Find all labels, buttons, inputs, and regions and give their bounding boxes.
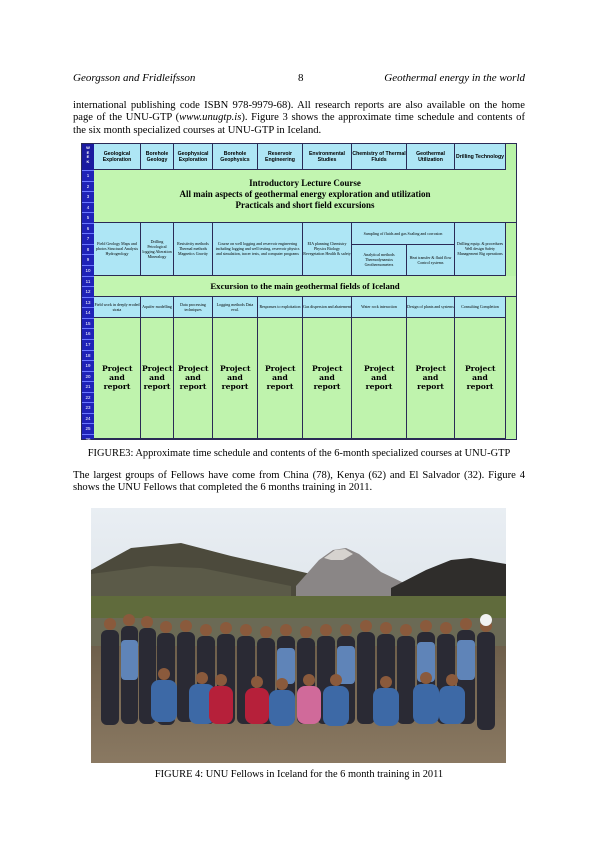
schedule-cell: [303, 223, 352, 276]
cell-text: EIA planning Chemistry Physics Biology Revegetation Health & safety: [303, 241, 351, 257]
schedule-cell: [352, 245, 407, 276]
week-number: 1: [82, 170, 94, 181]
cell-text: Drilling equip. & procedures Well design Safety Management Rig operations: [456, 241, 504, 257]
schedule-cell: [352, 223, 455, 245]
week-number: 21: [82, 381, 94, 392]
group-photo-image: [91, 508, 506, 763]
cell-text: Aquifer modelling: [142, 304, 172, 310]
group-photo: [91, 508, 506, 763]
header-title: Geothermal energy in the world: [384, 72, 525, 84]
project-cell: [407, 318, 455, 439]
cell-text: Design of plants and systems: [407, 304, 454, 310]
week-number: 11: [82, 276, 94, 287]
column-header: Reservoir Engineering: [258, 144, 303, 170]
project-text: Project and report: [220, 364, 251, 392]
project-text: Project and report: [415, 364, 446, 392]
week-number: 26: [82, 434, 94, 445]
para2-line1: The largest groups of Fellows have come from China (78), Kenya (62) and El Salvador (32). Figure 4: [73, 470, 525, 481]
para2-line2: shows the UNU Fellows that completed the 6 months training in 2011.: [73, 482, 373, 494]
week-letter: E: [86, 149, 90, 155]
week-letter: E: [86, 154, 90, 160]
project-cell: [174, 318, 213, 439]
week-number: 19: [82, 360, 94, 371]
schedule-cell: [455, 223, 506, 276]
schedule-cell: [141, 297, 174, 318]
week-number: 6: [82, 223, 94, 234]
week-header: [82, 144, 94, 170]
project-cell: [303, 318, 352, 439]
project-cell: [141, 318, 174, 439]
week-number: 3: [82, 191, 94, 202]
cell-text: Field work in deeply eroded strata: [94, 301, 140, 312]
week-number: 18: [82, 350, 94, 361]
schedule-cell: [407, 297, 455, 318]
project-text: Project and report: [364, 364, 395, 392]
intro-paragraph: [73, 100, 525, 137]
para1-line2a: page of the UNU-GTP (: [73, 112, 180, 124]
schedule-cell: [303, 297, 352, 318]
para1-line2b: ). Figure 3 shows the approximate time schedule and contents: [241, 112, 513, 124]
column-header: Borehole Geophysics: [213, 144, 258, 170]
cell-text: Drilling Petrological logging Alteration Mineralogy: [142, 238, 172, 259]
week-number: 8: [82, 244, 94, 255]
project-cell: [94, 318, 141, 439]
week-number: 16: [82, 328, 94, 339]
page-header: [73, 72, 525, 86]
cell-text: Data processing techniques: [180, 301, 206, 312]
project-cell: [455, 318, 506, 439]
cell-text: Field Geology Maps and photos Structural Analysis Hydrogeology: [95, 241, 139, 257]
page-number: 8: [298, 72, 304, 84]
para1-line1: international publishing code ISBN 978-9979-68). All research reports are also available on the home: [73, 100, 525, 111]
schedule-cell: [174, 297, 213, 318]
week-number: 9: [82, 254, 94, 265]
week-number: 10: [82, 265, 94, 276]
header-authors: Georgsson and Fridleifsson: [73, 72, 196, 84]
week-number: 2: [82, 181, 94, 192]
cell-text: Gas dispersion and abatement: [303, 304, 351, 310]
project-text: Project and report: [102, 364, 133, 392]
project-text: Project and report: [142, 364, 173, 392]
project-text: Project and report: [178, 364, 209, 392]
fellows-paragraph: [73, 470, 525, 495]
cell-text: Consulting Completion: [461, 304, 499, 310]
week-number: 7: [82, 233, 94, 244]
project-text: Project and report: [465, 364, 496, 392]
project-text: Project and report: [312, 364, 343, 392]
cell-text: Heat transfer & fluid flow Control systems: [409, 254, 452, 265]
column-header: Chemistry of Thermal Fluids: [352, 144, 407, 170]
project-text: Project and report: [265, 364, 296, 392]
schedule-cell: [94, 223, 141, 276]
cell-text: Sampling of fluids and gas Scaling and corrosion: [363, 230, 443, 236]
project-cell: [258, 318, 303, 439]
column-header: Drilling Technology: [455, 144, 506, 170]
para1-line3: of the six month specialized courses at UNU-GTP in Iceland.: [73, 112, 525, 136]
week-number: 4: [82, 202, 94, 213]
schedule-cell: [352, 297, 407, 318]
week-number: 17: [82, 339, 94, 350]
week-number: 20: [82, 371, 94, 382]
cell-text: Logging methods Data eval.: [216, 301, 254, 312]
intro-line2: All main aspects of geothermal energy exploration and utilization: [179, 189, 431, 199]
week-number: 22: [82, 392, 94, 403]
schedule-cell: [213, 223, 303, 276]
column-header: Environmental Studies: [303, 144, 352, 170]
week-number: 13: [82, 297, 94, 308]
cell-text: Responses to exploitation: [259, 304, 301, 310]
column-header: Geothermal Utilization: [407, 144, 455, 170]
week-letter: K: [86, 158, 90, 164]
week-number: 5: [82, 212, 94, 223]
figure3-caption: FIGURE3: Approximate time schedule and contents of the 6-month specialized courses at UNU-GTP: [87, 448, 511, 459]
week-number: 15: [82, 318, 94, 329]
intro-line3: Practicals and short field excursions: [235, 200, 375, 210]
cell-text: Water rock interaction: [361, 304, 397, 310]
schedule-cell: [94, 297, 141, 318]
unugtp-link[interactable]: www.unugtp.is: [179, 112, 242, 124]
cell-text: Resistivity methods Thermal methods Magnetics Gravity: [177, 241, 209, 257]
column-header: Geophysical Exploration: [174, 144, 213, 170]
intro-line1: Introductory Lecture Course: [249, 178, 361, 188]
week-number: 25: [82, 423, 94, 434]
schedule-cell: [407, 245, 455, 276]
cell-text: Analytical methods Thermodynamics Geothermometers: [363, 252, 395, 268]
schedule-cell: [455, 297, 506, 318]
week-number: 23: [82, 402, 94, 413]
column-header: Borehole Geology: [141, 144, 174, 170]
schedule-cell: [174, 223, 213, 276]
project-cell: [213, 318, 258, 439]
intro-course-band: [94, 170, 516, 223]
excursion-band: Excursion to the main geothermal fields of Iceland: [94, 276, 516, 297]
week-number: 24: [82, 413, 94, 424]
schedule-cell: [258, 297, 303, 318]
schedule-table: [81, 143, 517, 440]
project-cell: [352, 318, 407, 439]
cell-text: Course on well logging and reservoir engineering including logging and well testing, reservoir physics and simulation, tracer tests, and computer programs: [215, 241, 300, 257]
schedule-cell: [213, 297, 258, 318]
week-letter: W: [86, 145, 90, 150]
week-number: 14: [82, 307, 94, 318]
column-header: Geological Exploration: [94, 144, 141, 170]
schedule-cell: [141, 223, 174, 276]
week-number: 12: [82, 286, 94, 297]
figure4-caption: FIGURE 4: UNU Fellows in Iceland for the 6 month training in 2011: [154, 769, 444, 780]
